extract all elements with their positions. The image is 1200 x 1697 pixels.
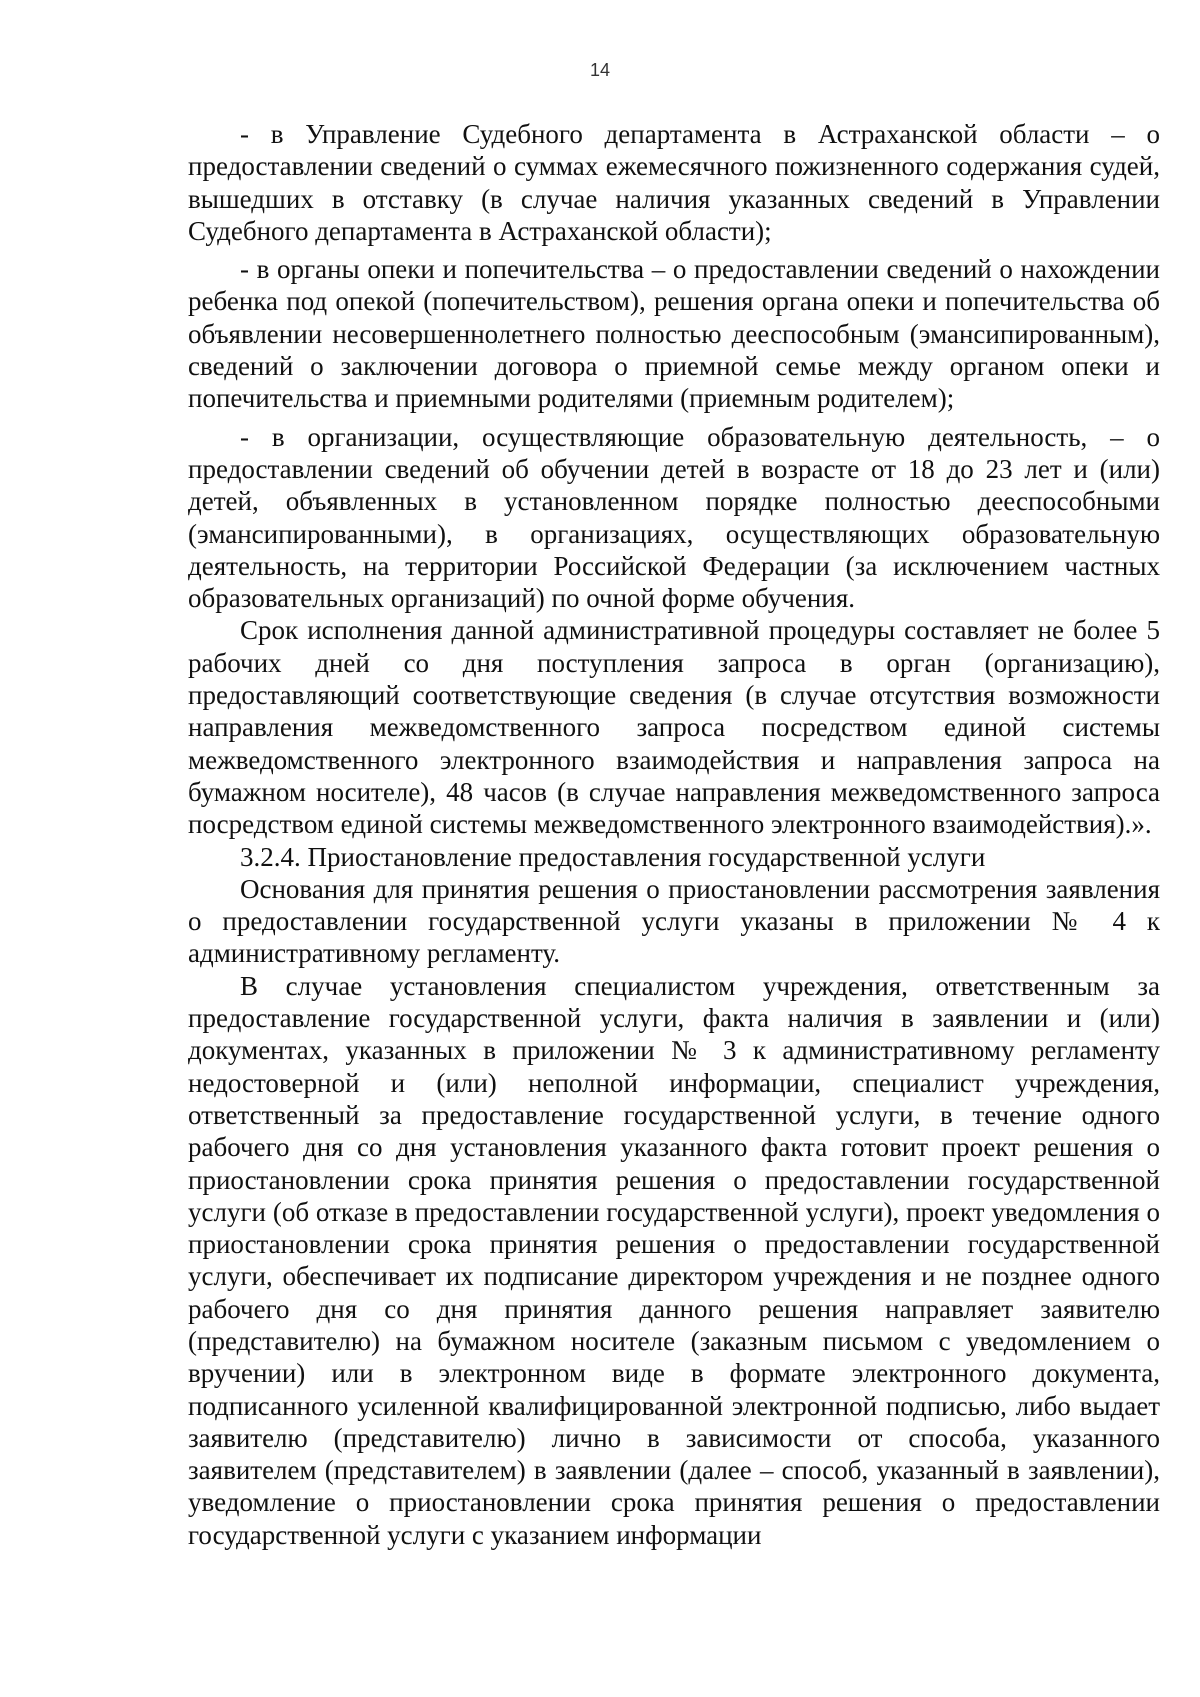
paragraph-educational-orgs: - в организации, осуществляющие образовательную деятельность, – о предоставлении сведений об обучении детей в возрасте от 18 до 23 лет и (или) детей, объявленных в установленном порядке полностью дееспособными (эмансипированными), в организациях, осуществляющих образовательную деятельность, на территории Российской Федерации (за исключением частных образовательных организаций) по очной форме обучения. <box>188 421 1160 614</box>
paragraph-term: Срок исполнения данной административной процедуры составляет не более 5 рабочих дней со дня поступления запроса в орган (организацию), предоставляющий соответствующие сведения (в случае отсутствия возможности направления межведомственного запроса посредством единой системы межведомственного электронного взаимодействия и направления запроса на бумажном носителе), 48 часов (в случае направления межведомственного запроса посредством единой системы межведомственного электронного взаимодействия).». <box>188 615 1160 840</box>
section-heading-3-2-4: 3.2.4. Приостановление предоставления государственной услуги <box>240 841 986 872</box>
paragraph-guardianship: - в органы опеки и попечительства – о предоставлении сведений о нахождении ребенка под опекой (попечительством), решения органа опеки и попечительства об объявлении несовершеннолетнего полностью дееспособным (эмансипированным), сведений о заключении договора о приемной семье между органом опеки и попечительства и приемными родителями (приемным родителем); <box>188 254 1160 414</box>
paragraph-court-department: - в Управление Судебного департамента в Астраханской области – о предоставлении сведений о суммах ежемесячного пожизненного содержания судей, вышедших в отставку (в случае наличия указанных сведений в Управлении Судебного департамента в Астраханской области); <box>188 119 1160 246</box>
page-number: 14 <box>589 60 611 80</box>
document-body <box>188 118 1160 1551</box>
paragraph-grounds: Основания для принятия решения о приостановлении рассмотрения заявления о предоставлении государственной услуги указаны в приложении № 4 к административному регламенту. <box>188 873 1160 969</box>
paragraph-suspension-procedure: В случае установления специалистом учреждения, ответственным за предоставление государственной услуги, факта наличия в заявлении и (или) документах, указанных в приложении № 3 к административному регламенту недостоверной и (или) неполной информации, специалист учреждения, ответственный за предоставление государственной услуги, в течение одного рабочего дня со дня установления указанного факта готовит проект решения о приостановлении срока принятия решения о предоставлении государственной услуги (об отказе в предоставлении государственной услуги), проект уведомления о приостановлении срока принятия решения о предоставлении государственной услуги, обеспечивает их подписание директором учреждения и не позднее одного рабочего дня со дня принятия данного решения направляет заявителю (представителю) на бумажном носителе (заказным письмом с уведомлением о вручении) или в электронном виде в формате электронного документа, подписанного усиленной квалифицированной электронной подписью, либо выдает заявителю (представителю) лично в зависимости от способа, указанного заявителем (представителем) в заявлении (далее – способ, указанный в заявлении), уведомление о приостановлении срока принятия решения о предоставлении государственной услуги с указанием информации <box>188 970 1160 1550</box>
